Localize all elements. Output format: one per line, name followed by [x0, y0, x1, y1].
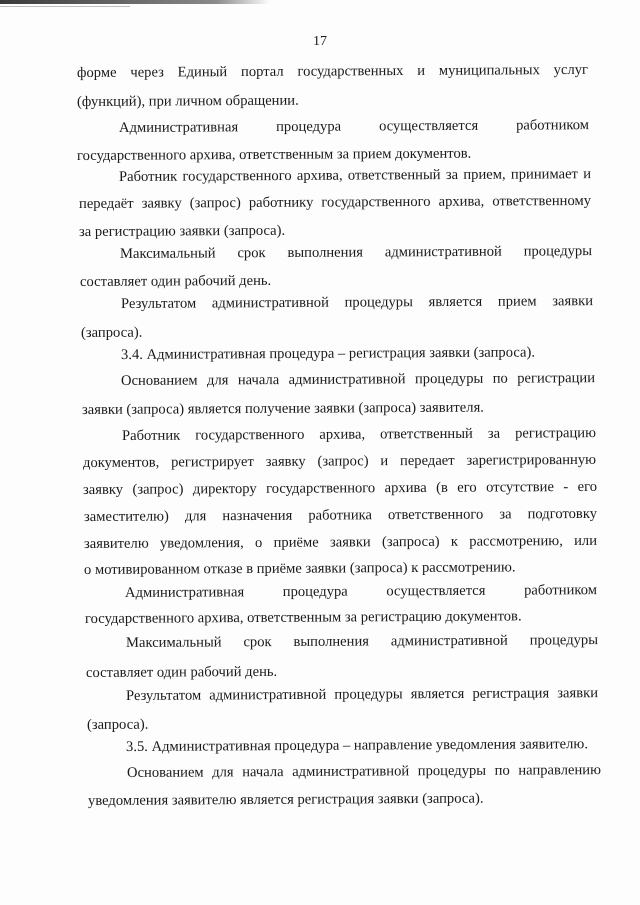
text-line: Основанием для начала административной процедуры по направлению [126, 762, 602, 781]
text-line: о мотивированном отказе в приёме заявки (запроса) к рассмотрению. [83, 559, 516, 578]
text-line: документов, регистрирует заявку (запрос) и передает зарегистрированную [82, 451, 597, 471]
text-line: Основанием для начала административной процедуры по регистрации [120, 370, 596, 389]
text-line: (функций), при личном обращении. [76, 92, 299, 110]
text-line: составляет один рабочий день. [79, 272, 272, 290]
text-line: государственного архива, ответственным за регистрацию документов. [84, 608, 522, 627]
text-line: Работник государственного архива, ответственный за регистрацию [121, 425, 597, 444]
text-line: Максимальный срок выполнения административной процедуры [125, 632, 599, 651]
text-line: Результатом административной процедуры является регистрация заявки [125, 685, 599, 704]
text-line: государственного архива, ответственным за прием документов. [76, 145, 472, 164]
text-line: (запроса). [86, 716, 149, 733]
text-line: Работник государственного архива, ответственный за прием, принимает и [118, 166, 592, 185]
section-heading: 3.4. Административная процедура – регистрация заявки (запроса). [120, 344, 536, 363]
text-line: передаёт заявку (запрос) работнику государственного архива, ответственному [78, 192, 592, 212]
text-line: форме через Единый портал государственных и муниципальных услуг [76, 61, 589, 81]
page-number: 17 [313, 34, 327, 49]
scan-edge-mark [0, 0, 270, 4]
text-line: Результатом административной процедуры является прием заявки [120, 293, 594, 312]
scan-edge-mark-thin [0, 6, 130, 7]
text-line: за регистрацию заявки (запроса). [78, 222, 286, 240]
text-line: заявку (запрос) директору государственного архива (в его отсутствие - его [82, 478, 598, 498]
text-line: заместителю) для назначения работника ответственного за подготовку [83, 505, 598, 525]
text-line: (запроса). [80, 324, 143, 341]
text-line: заявки (запроса) является получение заявки (запроса) заявителя. [81, 399, 484, 418]
text-line: Административная процедура осуществляется работником [118, 117, 590, 136]
text-line: составляет один рабочий день. [85, 663, 278, 681]
text-line: уведомления заявителю является регистрация заявки (запроса). [87, 790, 484, 809]
section-heading: 3.5. Административная процедура – направление уведомления заявителю. [125, 736, 588, 755]
text-line: Административная процедура осуществляется работником [124, 582, 598, 601]
text-line: Максимальный срок выполнения административной процедуры [119, 243, 593, 262]
text-line: заявителю уведомления, о приёме заявки (запроса) к рассмотрению, или [83, 532, 598, 552]
